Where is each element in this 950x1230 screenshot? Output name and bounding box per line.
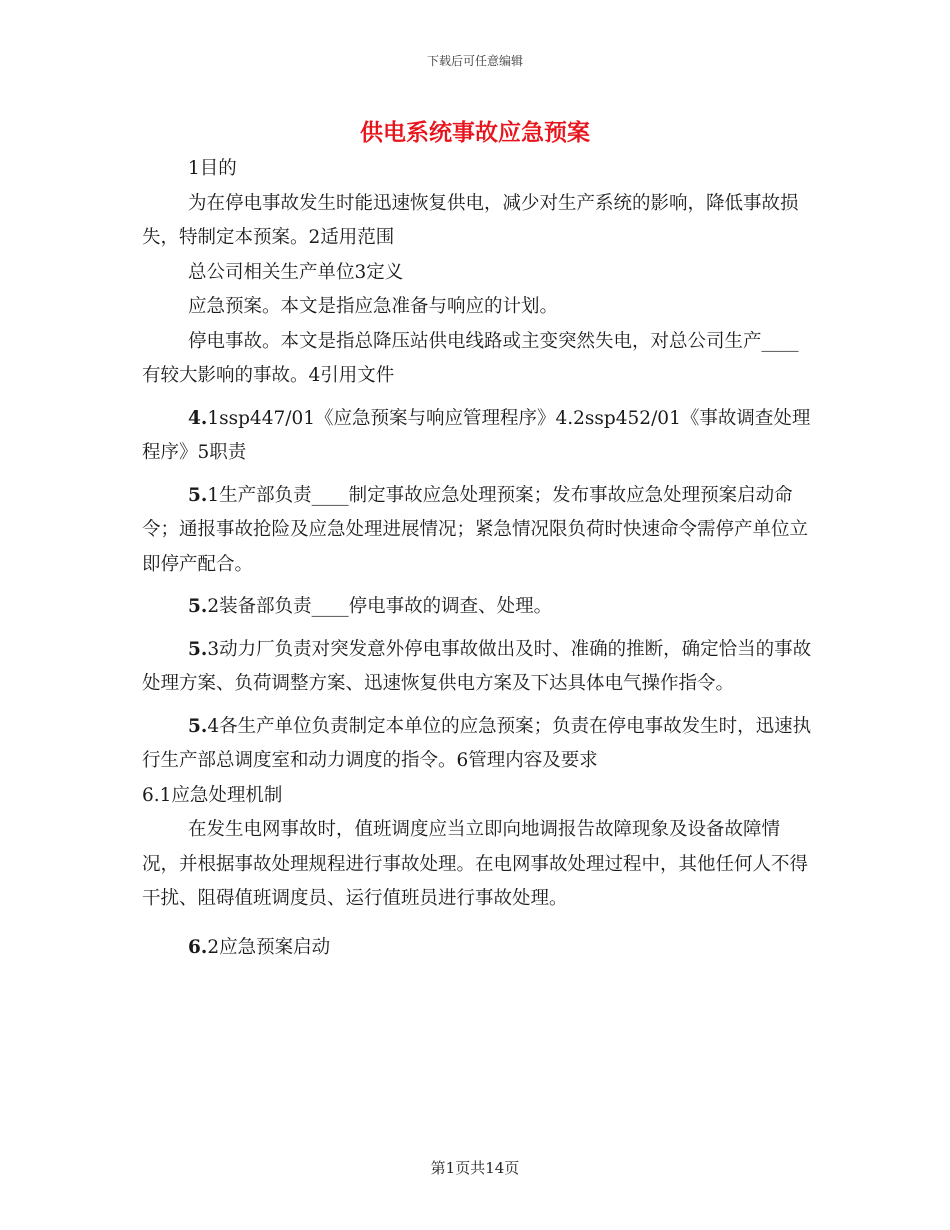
paragraph-4 <box>142 290 814 325</box>
section-number: 5. <box>188 484 208 506</box>
document-title: 供电系统事故应急预案 <box>360 119 590 146</box>
paragraph-8-text: 2装备部负责____停电事故的调查、处理。 <box>207 596 553 617</box>
section-number: 5. <box>188 715 208 737</box>
paragraph-3 <box>142 256 814 291</box>
paragraph-12 <box>142 813 814 917</box>
paragraph-8 <box>142 590 814 625</box>
paragraph-11-text: 6.1应急处理机制 <box>142 784 283 806</box>
paragraph-7-text: 1生产部负责____制定事故应急处理预案；发布事故应急处理预案启动命令；通报事故抢险及应急处理进展情况；紧急情况限负荷时快速命令需停产单位立即停产配合。 <box>142 484 809 575</box>
paragraph-2-text: 为在停电事故发生时能迅速恢复供电，减少对生产系统的影响，降低事故损失，特制定本预案。2适用范围 <box>142 192 799 248</box>
paragraph-7 <box>142 479 814 583</box>
document-body <box>142 152 814 965</box>
paragraph-6 <box>142 402 814 471</box>
section-number: 5. <box>188 638 208 660</box>
paragraph-9 <box>142 633 814 702</box>
paragraph-9-text: 3动力厂负责对突发意外停电事故做出及时、准确的推断，确定恰当的事故处理方案、负荷调整方案、迅速恢复供电方案及下达具体电气操作指令。 <box>142 638 812 694</box>
section-number: 4. <box>188 407 208 429</box>
paragraph-6-text: 1ssp447/01《应急预案与响应管理程序》4.2ssp452/01《事故调查处理程序》5职责 <box>142 407 811 463</box>
page-header: 下载后可任意编辑 <box>426 54 523 68</box>
paragraph-13-text: 2应急预案启动 <box>207 936 331 958</box>
section-number: 5. <box>188 596 208 617</box>
paragraph-2 <box>142 187 814 256</box>
paragraph-4-text: 应急预案。本文是指应急准备与响应的计划。 <box>188 296 559 317</box>
section-number: 6. <box>188 936 208 958</box>
paragraph-5-text: 停电事故。本文是指总降压站供电线路或主变突然失电，对总公司生产____有较大影响的事故。4引用文件 <box>142 330 799 386</box>
paragraph-11 <box>142 779 814 814</box>
paragraph-5 <box>142 325 814 394</box>
paragraph-13 <box>142 931 814 966</box>
page-footer: 第1页共14页 <box>430 1159 520 1177</box>
paragraph-10 <box>142 710 814 779</box>
paragraph-12-text: 在发生电网事故时，值班调度应当立即向地调报告故障现象及设备故障情况，并根据事故处理规程进行事故处理。在电网事故处理过程中，其他任何人不得干扰、阻碍值班调度员、运行值班员进行事故处理。 <box>142 819 809 909</box>
paragraph-1-text: 1目的 <box>188 158 237 179</box>
paragraph-3-text: 总公司相关生产单位3定义 <box>188 261 404 283</box>
paragraph-10-text: 4各生产单位负责制定本单位的应急预案；负责在停电事故发生时，迅速执行生产部总调度室和动力调度的指令。6管理内容及要求 <box>142 715 812 771</box>
paragraph-1 <box>142 152 814 187</box>
